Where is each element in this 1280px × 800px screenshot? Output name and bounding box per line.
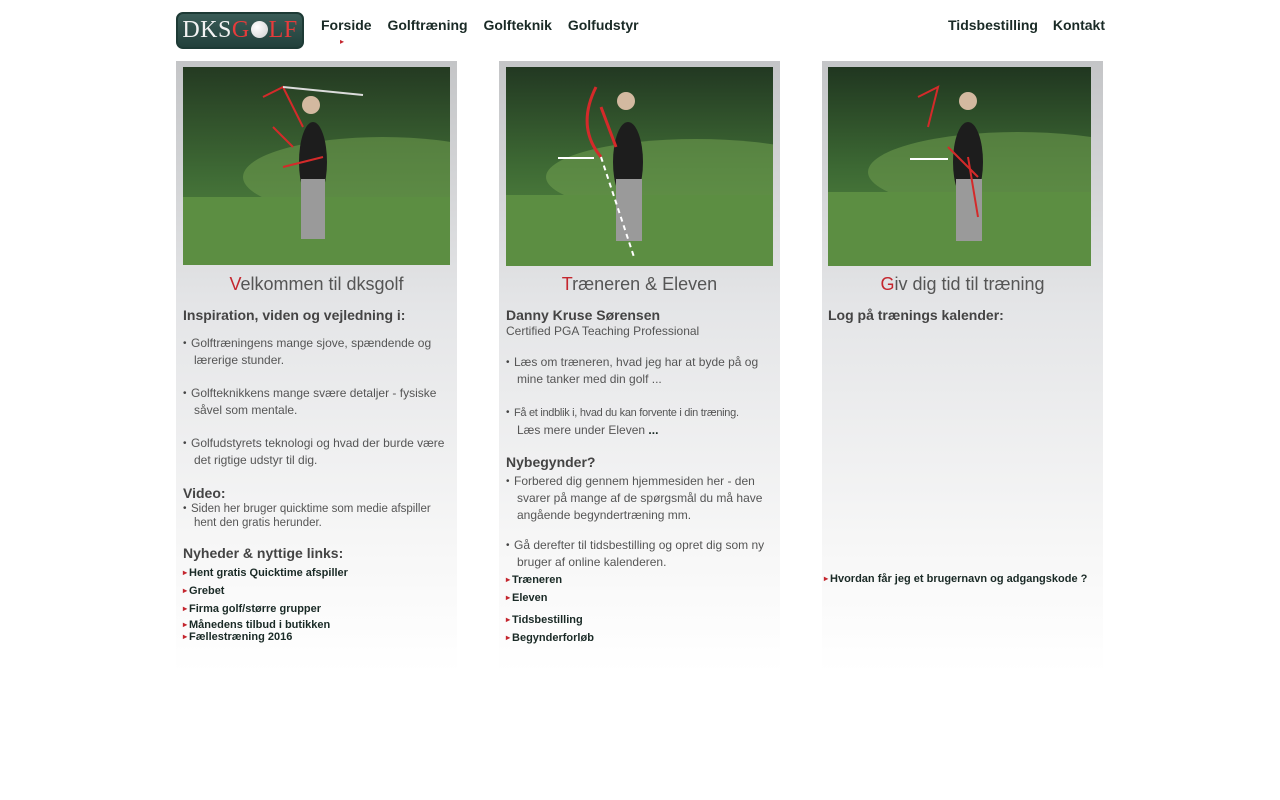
golf-swing-photo-3 xyxy=(828,67,1091,266)
video-info: • Siden her bruger quicktime som medie afspiller hent den gratis herunder. xyxy=(183,503,431,529)
calendar-column xyxy=(822,61,1103,673)
beginner-title: Nybegynder? xyxy=(506,454,596,470)
arrow-icon: ▸ xyxy=(506,575,511,584)
active-nav-marker-icon: ▸ xyxy=(340,37,345,46)
nav-kontakt[interactable]: Kontakt xyxy=(1052,17,1105,33)
welcome-heading: Velkommen til dksgolf xyxy=(229,274,404,294)
arrow-icon: ▸ xyxy=(506,593,511,602)
link-traeneren[interactable]: ▸ Træneren xyxy=(506,574,563,586)
list-item: • Golfteknikkens mange svære detaljer - fysiske såvel som mentale. xyxy=(183,386,437,417)
welcome-column xyxy=(176,61,457,673)
link-quicktime[interactable]: ▸ Hent gratis Quicktime afspiller xyxy=(183,567,348,579)
golf-swing-photo-1 xyxy=(183,67,450,265)
link-faellestraening[interactable]: ▸ Fællestræning 2016 xyxy=(183,631,293,643)
trainer-name: Danny Kruse Sørensen xyxy=(506,307,661,323)
trainer-role: Certified PGA Teaching Professional xyxy=(506,324,700,338)
trainer-heading: Træneren & Eleven xyxy=(561,274,718,294)
link-grebet[interactable]: ▸ Grebet xyxy=(183,585,225,597)
arrow-icon: ▸ xyxy=(183,568,188,577)
nav-forside[interactable]: Forside xyxy=(321,17,372,33)
nav-golftraening[interactable]: Golftræning xyxy=(387,17,468,33)
calendar-login-subtitle: Log på trænings kalender: xyxy=(828,307,1004,323)
main-nav xyxy=(321,17,651,33)
inspiration-subtitle: Inspiration, viden og vejledning i: xyxy=(183,307,406,323)
training-heading: Giv dig tid til træning xyxy=(880,274,1045,294)
trainer-column xyxy=(499,61,780,673)
arrow-icon: ▸ xyxy=(506,633,511,642)
logo-text-dks: DKS xyxy=(182,17,232,43)
link-firma-golf[interactable]: ▸ Firma golf/større grupper xyxy=(183,603,322,615)
link-maanedens-tilbud[interactable]: ▸ Månedens tilbud i butikken xyxy=(183,619,331,631)
golf-ball-icon xyxy=(251,21,268,38)
bullet-icon: • xyxy=(183,338,187,349)
list-item: • Læs om træneren, hvad jeg har at byde på og mine tanker med din golf ... xyxy=(506,355,759,386)
nav-tidsbestilling[interactable]: Tidsbestilling xyxy=(948,17,1038,33)
logo-text-g: G xyxy=(231,17,250,43)
arrow-icon: ▸ xyxy=(824,574,829,583)
bullet-icon: • xyxy=(506,476,510,487)
video-title: Video: xyxy=(183,485,226,501)
link-username-password[interactable]: ▸ Hvordan får jeg et brugernavn og adgangskode ? xyxy=(824,573,1088,585)
list-item: • Få et indblik i, hvad du kan forvente i din træning. Læs mere under Eleven ... xyxy=(506,404,768,439)
bullet-icon: • xyxy=(183,503,187,514)
bullet-icon: • xyxy=(506,357,510,368)
bullet-icon: • xyxy=(183,388,187,399)
list-item: • Golfudstyrets teknologi og hvad der burde være det rigtige udstyr til dig. xyxy=(183,436,445,467)
arrow-icon: ▸ xyxy=(183,604,188,613)
secondary-nav xyxy=(937,17,1105,33)
bullet-icon: • xyxy=(506,407,510,418)
golf-swing-photo-2 xyxy=(506,67,773,266)
arrow-icon: ▸ xyxy=(506,615,511,624)
list-item: • Forbered dig gennem hjemmesiden her - den svarer på mange af de spørgsmål du må have angående begyndertræning mm. xyxy=(506,474,763,522)
links-title: Nyheder & nyttige links: xyxy=(183,545,344,561)
bullet-icon: • xyxy=(183,438,187,449)
list-item: • Golftræningens mange sjove, spændende og lærerige stunder. xyxy=(183,336,432,367)
bullet-icon: • xyxy=(506,540,510,551)
arrow-icon: ▸ xyxy=(183,632,188,641)
link-tidsbestilling[interactable]: ▸ Tidsbestilling xyxy=(506,614,583,626)
nav-golfteknik[interactable]: Golfteknik xyxy=(483,17,552,33)
nav-golfudstyr[interactable]: Golfudstyr xyxy=(567,17,639,33)
read-more-link[interactable]: ... xyxy=(648,423,659,437)
link-begynderforloeb[interactable]: ▸ Begynderforløb xyxy=(506,632,594,644)
dksgolf-logo[interactable] xyxy=(176,12,304,49)
arrow-icon: ▸ xyxy=(183,586,188,595)
link-eleven[interactable]: ▸ Eleven xyxy=(506,592,548,604)
logo-text-lf: LF xyxy=(268,17,298,43)
list-item: • Gå derefter til tidsbestilling og opret dig som ny bruger af online kalenderen. xyxy=(506,538,765,569)
arrow-icon: ▸ xyxy=(183,620,188,629)
